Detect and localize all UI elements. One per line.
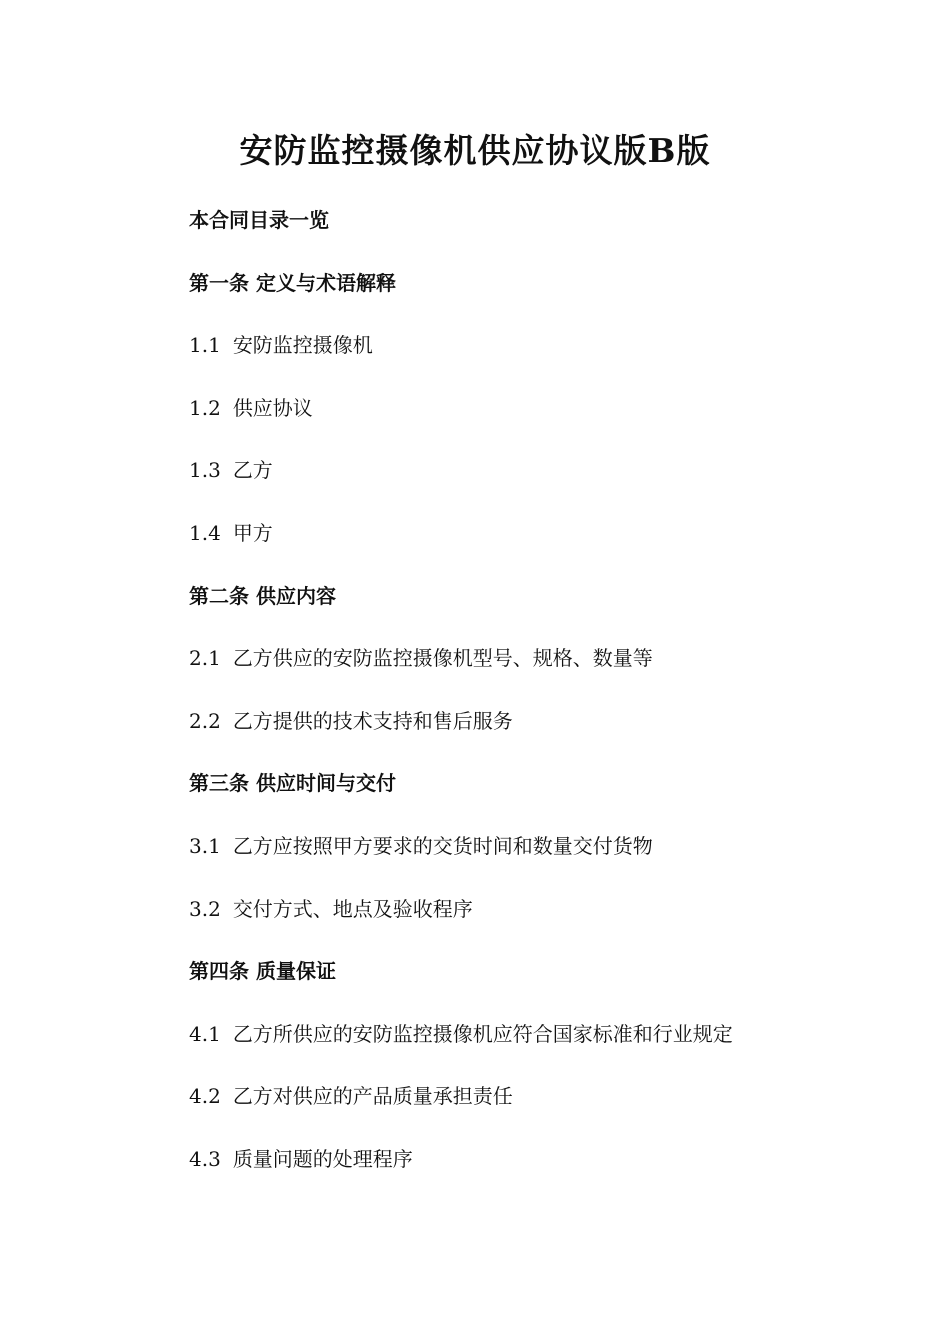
item-number: 1.3 (189, 458, 221, 483)
item-text: 质量问题的处理程序 (232, 1146, 413, 1171)
document-title: 安防监控摄像机供应协议版B版 (239, 131, 711, 170)
item-text: 乙方供应的安防监控摄像机型号、规格、数量等 (232, 646, 653, 671)
section-heading: 第二条 供应内容 (189, 583, 336, 608)
item-text: 乙方对供应的产品质量承担责任 (232, 1084, 513, 1109)
item-number: 1.1 (189, 333, 221, 358)
toc-item (189, 450, 889, 513)
section-heading: 第三条 供应时间与交付 (189, 771, 396, 796)
item-text: 安防监控摄像机 (232, 333, 373, 358)
toc-item (189, 1014, 889, 1077)
item-text: 乙方所供应的安防监控摄像机应符合国家标准和行业规定 (232, 1021, 733, 1046)
item-number: 4.3 (189, 1146, 221, 1171)
toc-item (189, 513, 889, 576)
item-number: 4.2 (189, 1084, 221, 1109)
toc-item (189, 325, 889, 388)
item-number: 1.4 (189, 520, 221, 545)
toc-item (189, 826, 889, 889)
item-text: 甲方 (232, 520, 273, 545)
item-number: 1.2 (189, 395, 221, 420)
item-text: 乙方提供的技术支持和售后服务 (232, 708, 513, 733)
item-text: 乙方 (232, 458, 273, 483)
item-text: 乙方应按照甲方要求的交货时间和数量交付货物 (232, 833, 653, 858)
item-number: 2.2 (189, 708, 221, 733)
item-number: 4.1 (189, 1021, 221, 1046)
toc-item (189, 1139, 889, 1202)
item-number: 3.1 (189, 833, 221, 858)
item-number: 3.2 (189, 896, 221, 921)
table-of-contents (189, 200, 889, 1202)
section-heading: 第四条 质量保证 (189, 959, 336, 984)
toc-item (189, 1076, 889, 1139)
item-text: 交付方式、地点及验收程序 (232, 896, 473, 921)
item-text: 供应协议 (232, 395, 313, 420)
section-heading: 第一条 定义与术语解释 (189, 270, 396, 295)
toc-item (189, 889, 889, 952)
item-number: 2.1 (189, 646, 221, 671)
toc-item (189, 701, 889, 764)
toc-item (189, 388, 889, 451)
toc-heading: 本合同目录一览 (189, 208, 329, 232)
toc-item (189, 638, 889, 701)
